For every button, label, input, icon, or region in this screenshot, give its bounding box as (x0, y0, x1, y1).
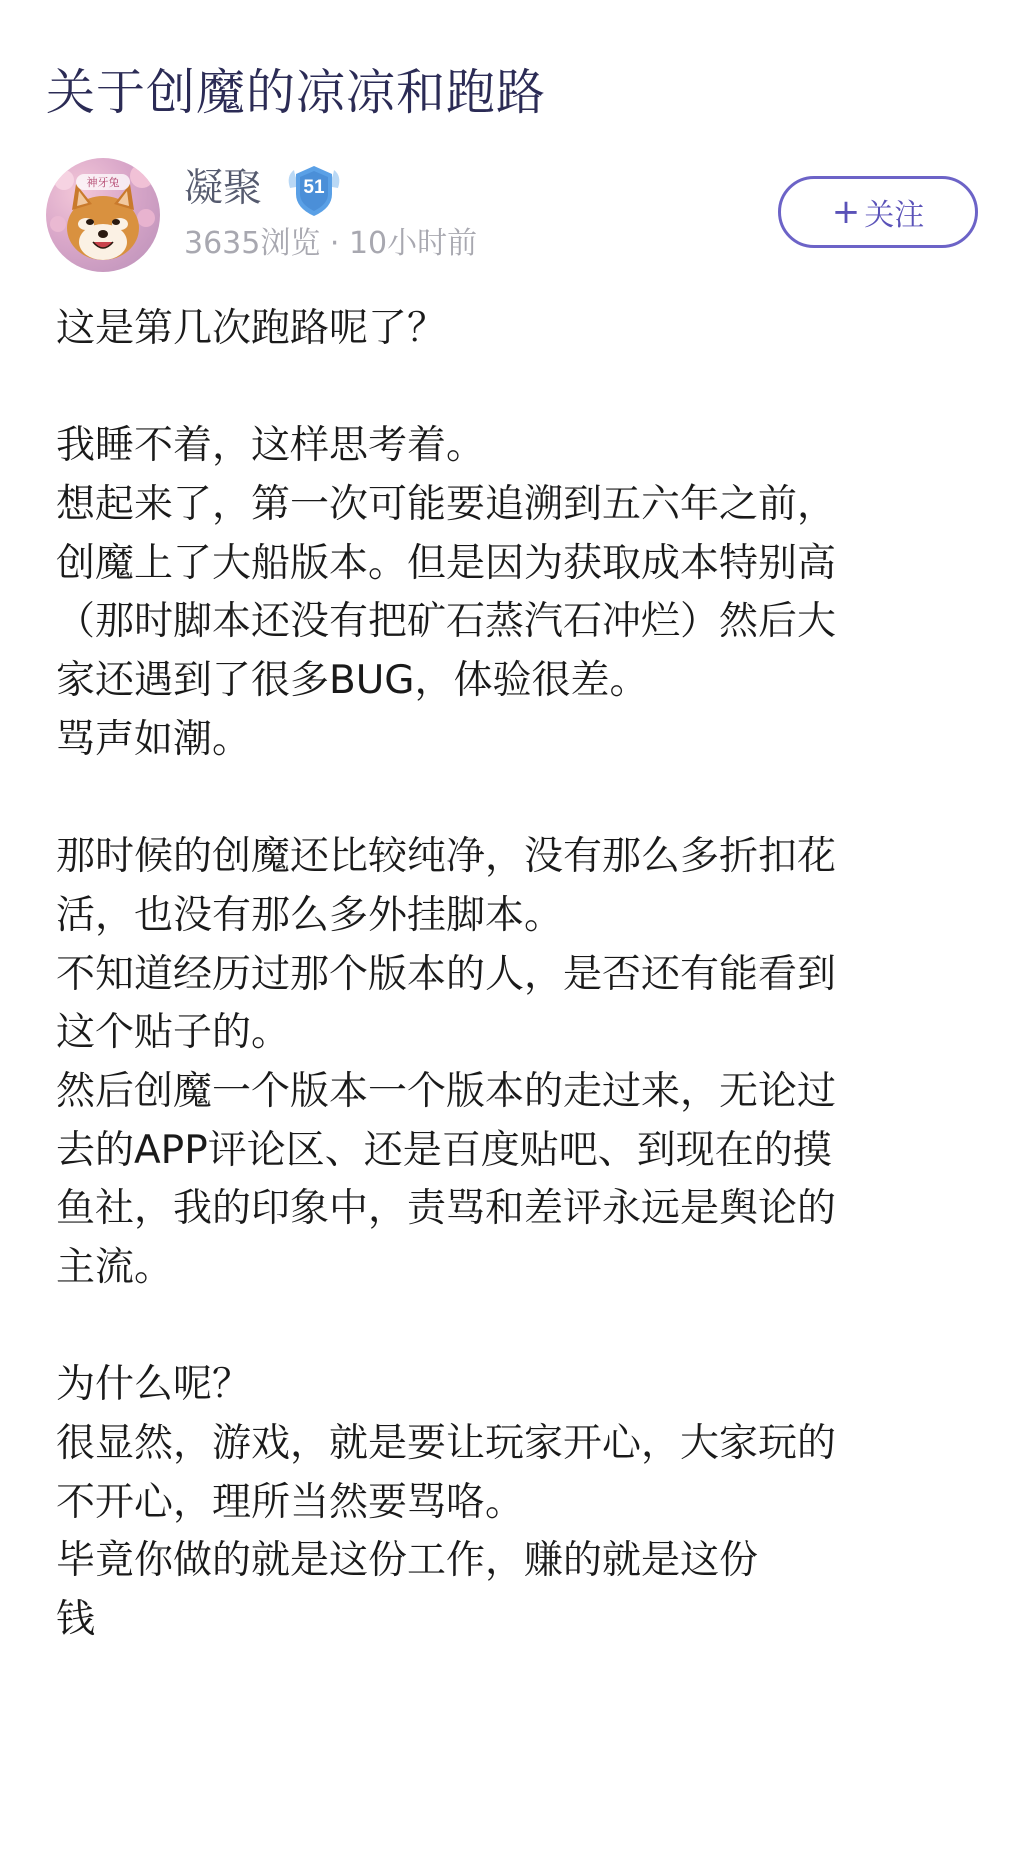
body-line: 想起来了，第一次可能要追溯到五六年之前， (56, 482, 837, 528)
body-line: 为什么呢？ (56, 1362, 252, 1408)
post-body (56, 300, 986, 1650)
body-line: 然后创魔一个版本一个版本的走过来，无论过 (56, 1068, 837, 1114)
post-meta: 3635浏览 · 10小时前 (184, 226, 478, 261)
body-line: 钱 (56, 1597, 96, 1643)
post-title: 关于创魔的凉凉和跑路 (46, 64, 547, 121)
body-line: 去的APP评论区、还是百度贴吧、到现在的摸 (56, 1127, 832, 1173)
body-line: 家还遇到了很多BUG，体验很差。 (56, 658, 649, 704)
body-line: 我睡不着，这样思考着。 (56, 423, 486, 469)
author-row (46, 158, 986, 276)
body-line: （那时脚本还没有把矿石蒸汽石冲烂）然后大 (56, 599, 837, 645)
avatar[interactable] (46, 158, 160, 272)
avatar-badge-text: 神牙兔 (86, 176, 120, 189)
body-line: 不开心，理所当然要骂咯。 (56, 1479, 525, 1525)
author-name[interactable]: 凝聚 (184, 166, 263, 211)
body-line: 骂声如潮。 (56, 716, 252, 762)
body-line: 这是第几次跑路呢了？ (56, 306, 447, 351)
body-line: 主流。 (56, 1245, 174, 1290)
body-line: 活，也没有那么多外挂脚本。 (56, 892, 564, 938)
follow-button-label: 关注 (864, 198, 925, 233)
body-line (56, 770, 986, 829)
body-line: 这个贴子的。 (56, 1010, 291, 1056)
follow-button[interactable] (778, 176, 978, 248)
body-line: 不知道经历过那个版本的人，是否还有能看到 (56, 951, 837, 997)
body-line (56, 1298, 986, 1357)
level-number: 51 (303, 177, 325, 198)
body-line (56, 359, 986, 418)
body-line: 毕竟你做的就是这份工作，赚的就是这份 (56, 1538, 759, 1584)
body-line: 很显然，游戏，就是要让玩家开心，大家玩的 (56, 1421, 837, 1467)
body-line: 那时候的创魔还比较纯净，没有那么多折扣花 (56, 834, 837, 880)
plus-icon: + (831, 192, 861, 232)
body-line: 创魔上了大船版本。但是因为获取成本特别高 (56, 540, 837, 586)
shiba-avatar-icon (46, 158, 160, 272)
body-line: 鱼社，我的印象中，责骂和差评永远是舆论的 (56, 1186, 837, 1232)
level-badge (284, 162, 344, 218)
